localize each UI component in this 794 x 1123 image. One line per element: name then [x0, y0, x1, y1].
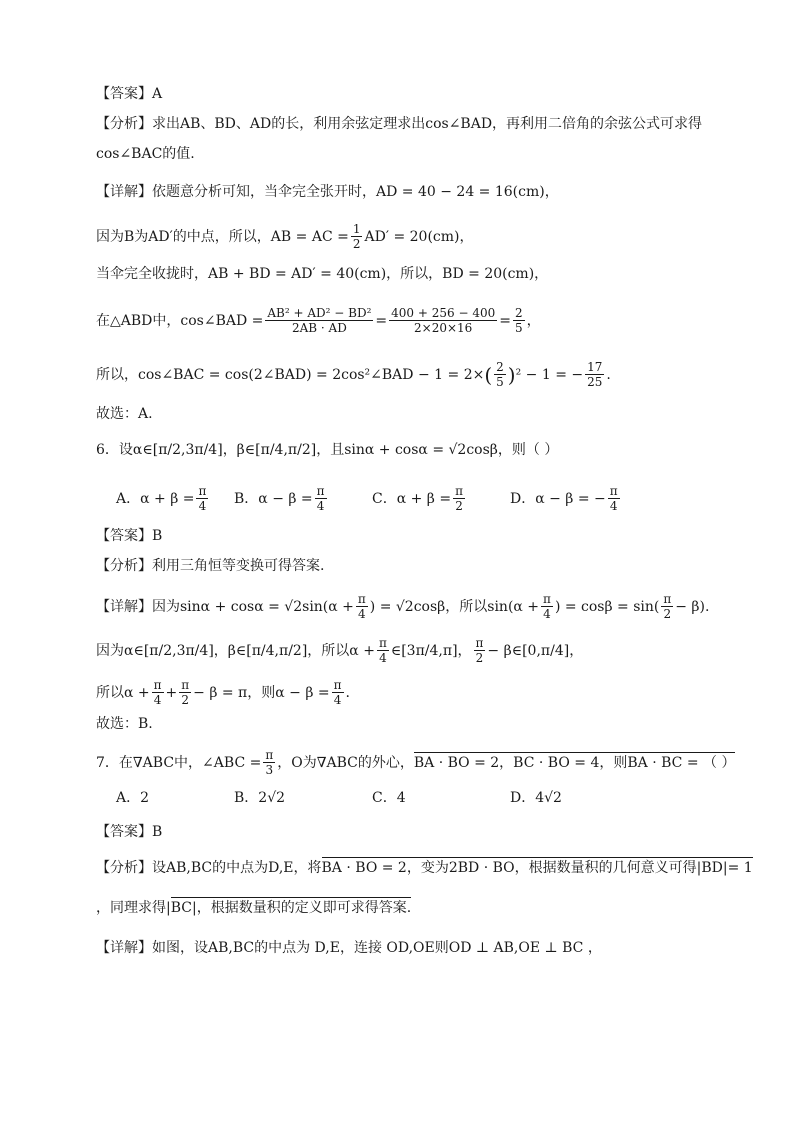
vector-expression: BA · BC = （ ）: [627, 754, 736, 771]
detail-5-line5: 所以，cos∠BAC = cos(2∠BAD) = 2cos²∠BAD − 1 = 2× ( $\frac{2}{5}$ ) ² − 1 = − $\frac{17}{25}$ .: [96, 360, 611, 389]
detail-6-line1: 【详解】因为sinα + cosα = √2sin(α + $\frac{\pi}{4}$ ) = √2cosβ，所以sin(α + $\frac{\pi}{4}$ ) = cosβ = sin( $\frac{\pi}{2}$ − β).: [96, 592, 710, 621]
detail-5-line1: 【详解】依题意分析可知，当伞完全张开时，AD = 40 − 24 = 16(cm)，: [96, 184, 559, 200]
choose-5: 故选：A.: [96, 406, 153, 422]
analysis-6: 【分析】利用三角恒等变换可得答案.: [96, 558, 325, 574]
fraction-half: $\frac{1}{2}$: [352, 222, 361, 251]
analysis-7-line1: 【分析】设AB,BC的中点为D,E，将 BA · BO = 2，变为2 BD · BO，根据数量积的几何意义可得| BD|= 1: [96, 860, 753, 876]
vector-expression: BA · BO = 2，: [413, 754, 514, 771]
fraction-answer: $\frac{17}{25}$: [587, 360, 603, 389]
answer-6: 【答案】B: [96, 528, 163, 544]
question-7-options: [116, 788, 724, 808]
answer-5: 【答案】A: [96, 86, 163, 102]
option-c[interactable]: C．4: [372, 790, 406, 806]
analysis-5-line2: cos∠BAC的值.: [96, 146, 195, 162]
fraction-cosine-values: $\frac{400 + 256 - 400}{2\times 20\times 16}$: [391, 306, 496, 335]
option-a[interactable]: A．2: [116, 790, 150, 806]
option-d[interactable]: D．α − β = − $\frac{\pi}{4}$: [510, 484, 618, 513]
vector-expression: BC · BO = 4，则: [513, 754, 628, 771]
detail-7-line1: 【详解】如图，设AB,BC的中点为 D,E，连接 OD,OE则OD ⊥ AB,OE ⊥ BC ，: [96, 940, 602, 956]
fraction-cosine-result: $\frac{2}{5}$: [514, 306, 523, 335]
option-c[interactable]: C．α + β = $\frac{\pi}{2}$: [372, 484, 463, 513]
option-d[interactable]: D．4√2: [510, 790, 562, 806]
detail-5-line4: 在△ABD中，cos∠BAD = $\frac{\text{AB² + AD² − BD²}}{2AB \cdot AD}$ = $\frac{400 + 256 - 400}{2\times 20\times 16}$ = $\frac{2}{5}$ ，: [96, 306, 541, 335]
choose-6: 故选：B.: [96, 716, 153, 732]
question-6-options: [116, 484, 724, 513]
fraction-cosine-law: $\frac{\text{AB² + AD² − BD²}}{2AB \cdot AD}$: [267, 306, 372, 335]
detail-5-line3: 当伞完全收拢时，AB + BD = AD′ = 40(cm)，所以，BD = 20(cm)，: [96, 266, 549, 282]
option-a[interactable]: A．α + β = $\frac{\pi}{4}$: [116, 484, 207, 513]
question-7-stem: 7．在∇ABC中，∠ABC = $\frac{\pi}{3}$ ，O为∇ABC的外心， BA · BO = 2， BC · BO = 4，则 BA · BC = （ ）: [96, 748, 736, 777]
detail-6-line2: 因为α∈ [ π/2 , 3π/4 ] ，β∈ [ π/4 , π/2 ] ，所以α + $\frac{\pi}{4}$ ∈ [ 3π/4 , π ] ， $\frac{\pi}{2}$ − β∈ [ 0 , π/4 ] ，: [96, 636, 584, 665]
detail-6-line3: 所以α + $\frac{\pi}{4}$ + $\frac{\pi}{2}$ − β = π，则α − β = $\frac{\pi}{4}$ .: [96, 678, 350, 707]
fraction-two-fifths: $\frac{2}{5}$: [496, 360, 504, 389]
question-6-stem: 6．设α∈ [ π/2 , 3π/4 ] ，β∈ [ π/4 , π/2 ] ，且sinα + cosα = √2cosβ，则（ ）: [96, 442, 559, 458]
option-b[interactable]: B．α − β = $\frac{\pi}{4}$: [234, 484, 325, 513]
analysis-7-line2: ，同理求得| BC|，根据数量积的定义即可求得答案.: [96, 900, 412, 916]
option-b[interactable]: B．2√2: [234, 790, 286, 806]
answer-7: 【答案】B: [96, 824, 163, 840]
detail-5-line2: 因为B为AD′的中点，所以，AB = AC = $\frac{1}{2}$ AD′ = 20(cm)，: [96, 222, 474, 251]
analysis-5-line1: 【分析】求出AB、BD、AD的长，利用余弦定理求出cos∠BAD，再利用二倍角的余弦公式可求得: [96, 116, 703, 132]
